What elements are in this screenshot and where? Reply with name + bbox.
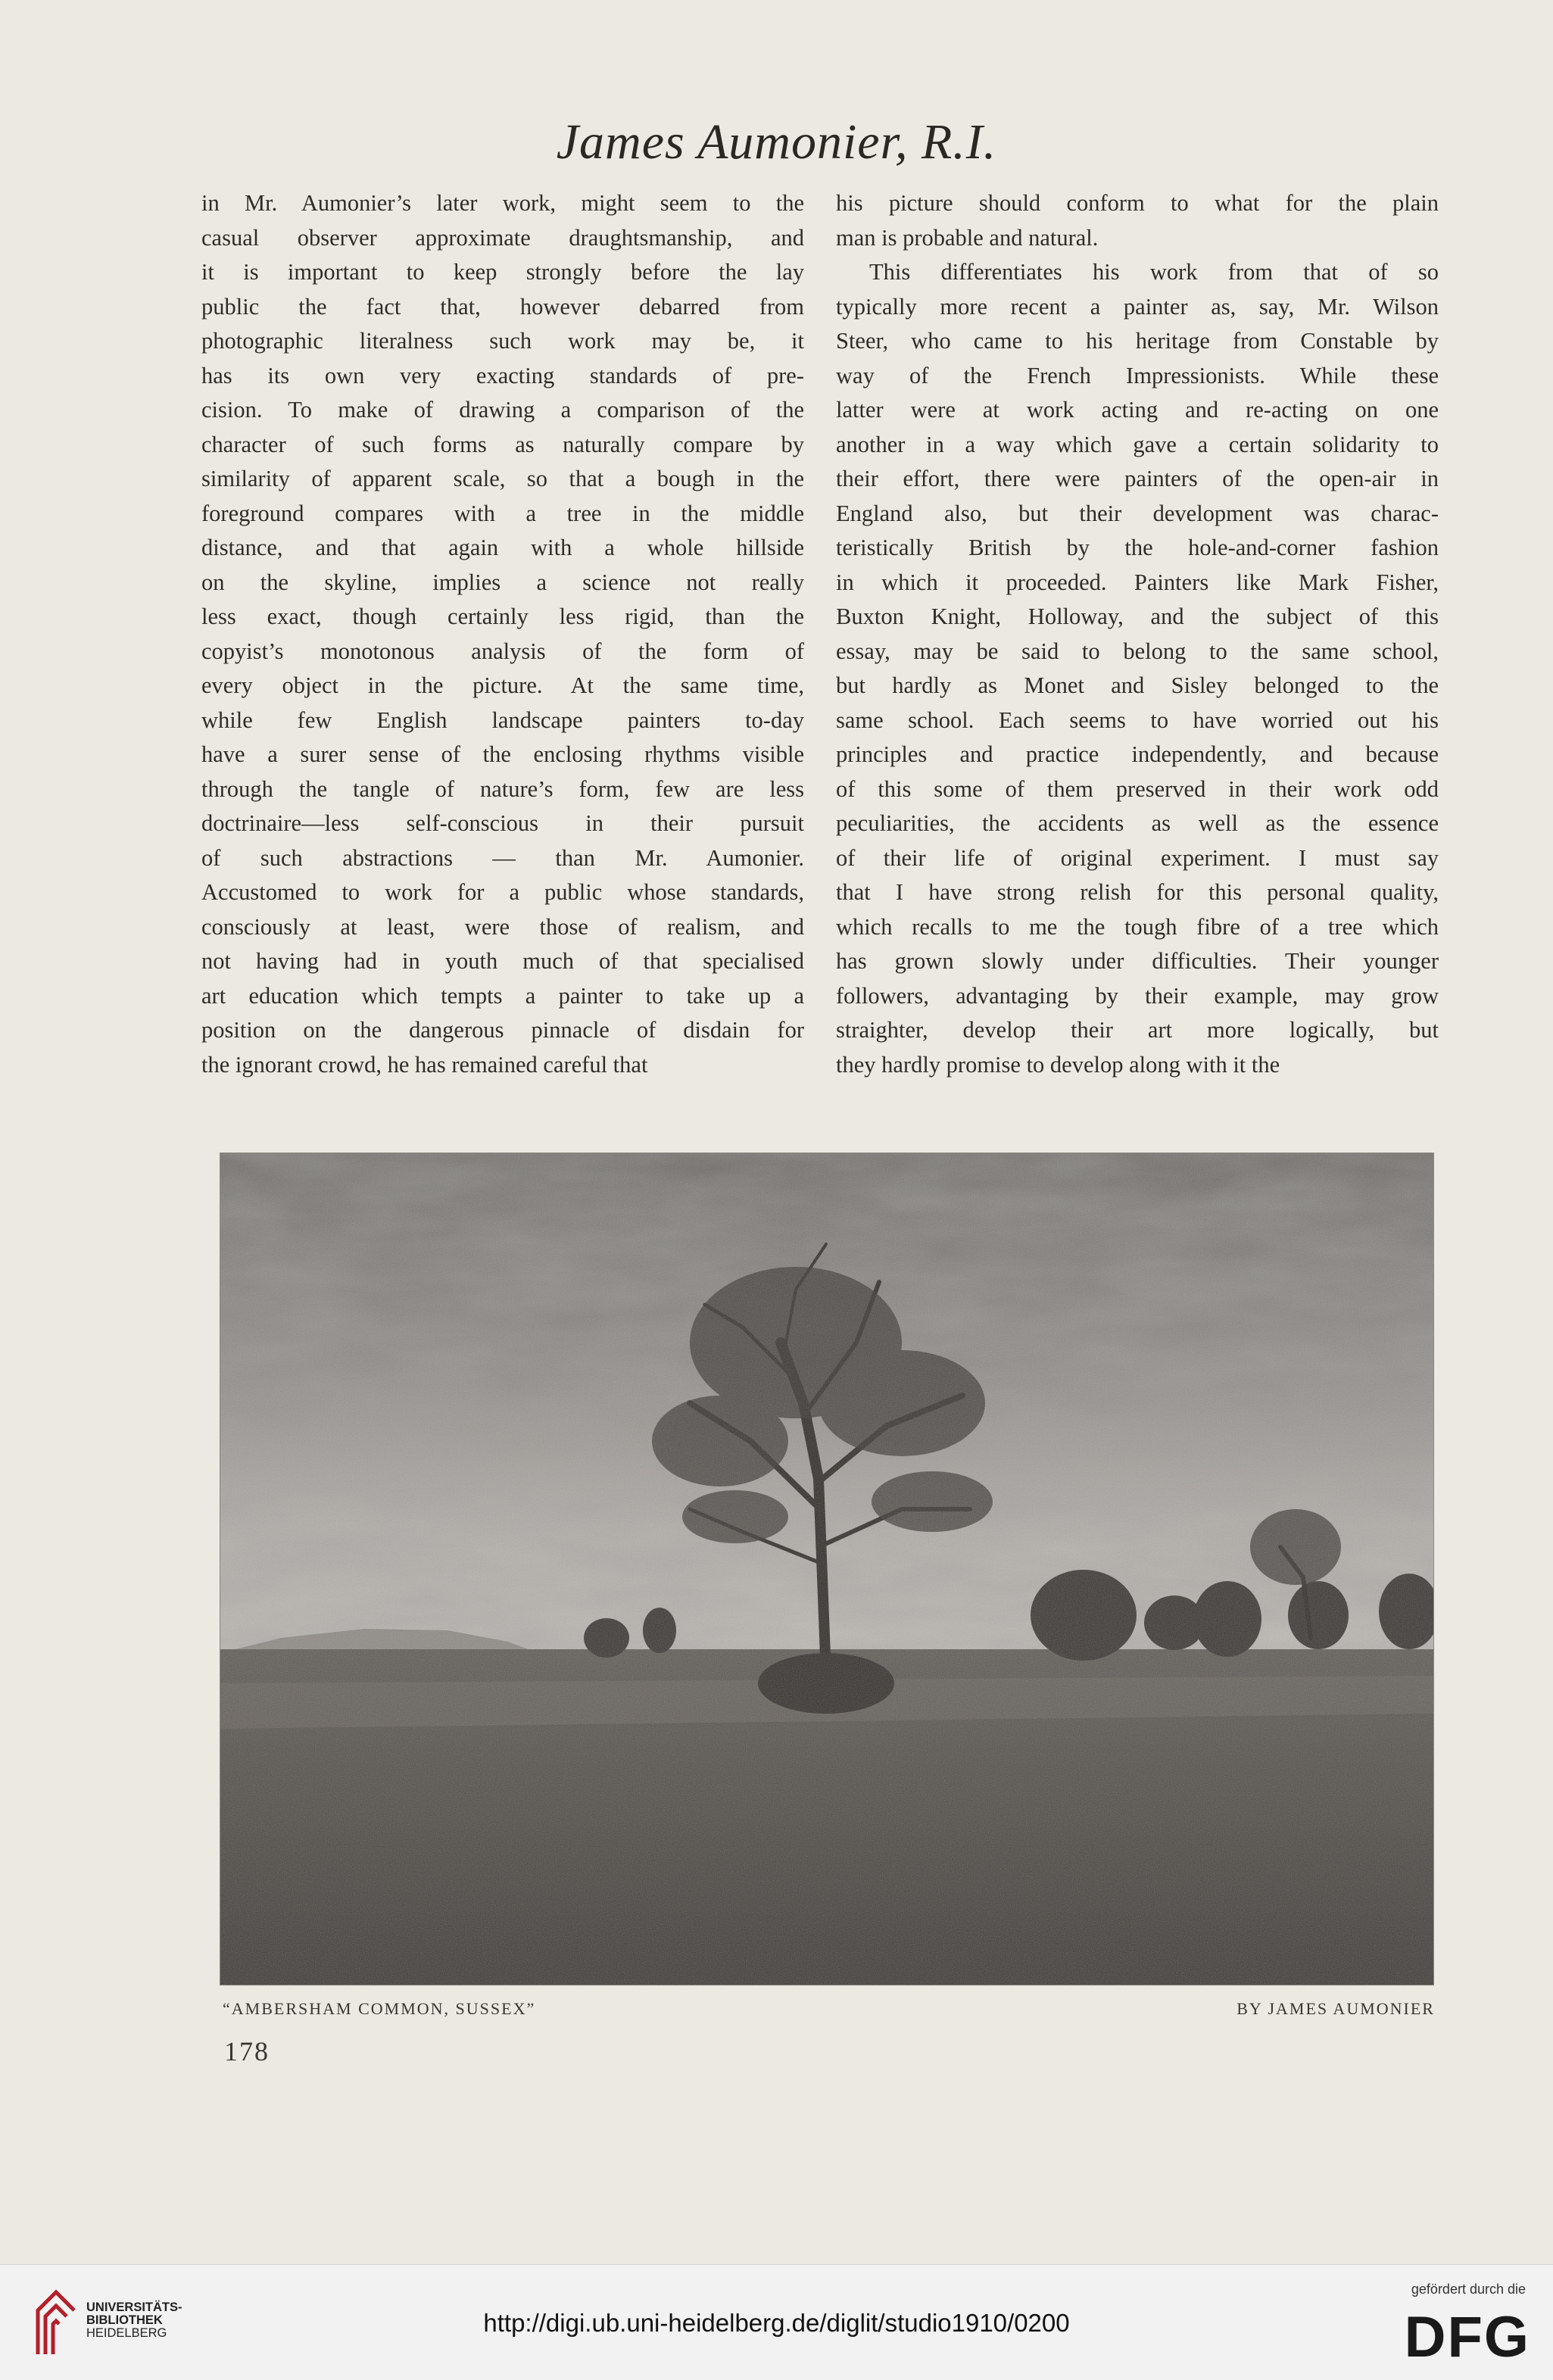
text-line: while few English landscape painters to-day (201, 707, 804, 733)
text-line: has grown slowly under difficulties. Their younger (836, 948, 1439, 974)
text-line: but hardly as Monet and Sisley belonged to the (836, 672, 1439, 698)
plate-caption-title: “AMBERSHAM COMMON, SUSSEX” (223, 1999, 536, 2018)
text-line: it is important to keep strongly before the lay (201, 259, 804, 285)
plate-caption-artist: BY JAMES AUMONIER (1236, 1999, 1435, 2018)
source-url-link[interactable]: http://digi.ub.uni-heidelberg.de/diglit/studio1910/0200 (483, 2309, 1070, 2337)
running-title: James Aumonier, R.I. (556, 114, 997, 170)
library-name-line2: BIBLIOTHEK (86, 2313, 163, 2327)
text-line: has its own very exacting standards of pre- (201, 362, 804, 388)
text-line: principles and practice independently, and because (836, 741, 1439, 767)
landscape-painting (220, 1153, 1433, 1985)
text-line: every object in the picture. At the same time, (201, 672, 804, 698)
text-line: followers, advantaging by their example, may grow (836, 982, 1439, 1009)
text-line: same school. Each seems to have worried out his (836, 707, 1439, 733)
landscape-plate-image (220, 1153, 1434, 1985)
text-line: casual observer approximate draughtsmanship, and (201, 224, 804, 251)
text-line: consciously at least, were those of realism, and (201, 913, 804, 940)
funding-note: gefördert durch die (1411, 2282, 1526, 2297)
text-line: peculiarities, the accidents as well as the essence (836, 810, 1439, 836)
text-line: in Mr. Aumonier’s later work, might seem to the (201, 190, 804, 216)
text-line: position on the dangerous pinnacle of disdain for (201, 1017, 804, 1043)
text-line: of this some of them preserved in their work odd (836, 775, 1439, 802)
text-line: their effort, there were painters of the open-air in (836, 466, 1439, 491)
text-line: way of the French Impressionists. While these (836, 362, 1439, 388)
text-line: Buxton Knight, Holloway, and the subject of this (836, 604, 1439, 629)
text-line: straighter, develop their art more logically, but (836, 1017, 1439, 1043)
text-line: essay, may be said to belong to the same school, (836, 638, 1439, 664)
text-line: which recalls to me the tough fibre of a tree which (836, 913, 1439, 940)
text-line: public the fact that, however debarred from (201, 293, 804, 320)
text-line: England also, but their development was charac- (836, 500, 1439, 526)
left-text-column (201, 186, 804, 1082)
text-line: of their life of original experiment. I must say (836, 844, 1439, 871)
text-line: not having had in youth much of that specialised (201, 948, 804, 974)
right-text-column (836, 186, 1439, 1082)
text-line: the ignorant crowd, he has remained careful that (201, 1051, 648, 1078)
text-line: teristically British by the hole-and-corner fashion (836, 535, 1439, 560)
text-line: Steer, who came to his heritage from Constable by (836, 328, 1439, 354)
text-line: they hardly promise to develop along with it the (836, 1051, 1280, 1078)
text-line: on the skyline, implies a science not really (201, 569, 804, 595)
text-line: another in a way which gave a certain solidarity to (836, 431, 1439, 457)
text-line: foreground compares with a tree in the middle (201, 500, 804, 526)
text-line: through the tangle of nature’s form, few are less (201, 775, 804, 802)
library-name-line3: HEIDELBERG (86, 2326, 167, 2340)
text-line: in which it proceeded. Painters like Mark Fisher, (836, 569, 1439, 595)
text-line: photographic literalness such work may be, it (201, 328, 804, 354)
text-line: that I have strong relish for this personal quality, (836, 879, 1439, 905)
text-line: art education which tempts a painter to take up a (201, 982, 804, 1009)
text-line: cision. To make of drawing a comparison of the (201, 397, 804, 423)
text-line: This differentiates his work from that of so (869, 259, 1439, 285)
text-line: distance, and that again with a whole hillside (201, 535, 804, 560)
text-line: typically more recent a painter as, say, Mr. Wilson (836, 293, 1439, 320)
text-line: character of such forms as naturally compare by (201, 431, 804, 457)
text-line: man is probable and natural. (836, 224, 1099, 251)
text-line: of such abstractions — than Mr. Aumonier. (201, 844, 804, 871)
text-line: similarity of apparent scale, so that a bough in the (201, 466, 804, 491)
text-line: his picture should conform to what for the plain (836, 190, 1439, 216)
page-number: 178 (224, 2036, 270, 2067)
text-line: have a surer sense of the enclosing rhythms visible (201, 741, 804, 767)
text-line: less exact, though certainly less rigid, than the (201, 604, 804, 629)
text-line: latter were at work acting and re-acting on one (836, 397, 1439, 423)
text-line: copyist’s monotonous analysis of the form of (201, 638, 804, 664)
library-name-line1: UNIVERSITÄTS- (86, 2300, 182, 2314)
text-line: Accustomed to work for a public whose standards, (201, 879, 804, 905)
text-line: doctrinaire—less self-conscious in their pursuit (201, 810, 804, 836)
digitization-footer (0, 2264, 1553, 2380)
dfg-logo: DFG (1404, 2305, 1530, 2369)
